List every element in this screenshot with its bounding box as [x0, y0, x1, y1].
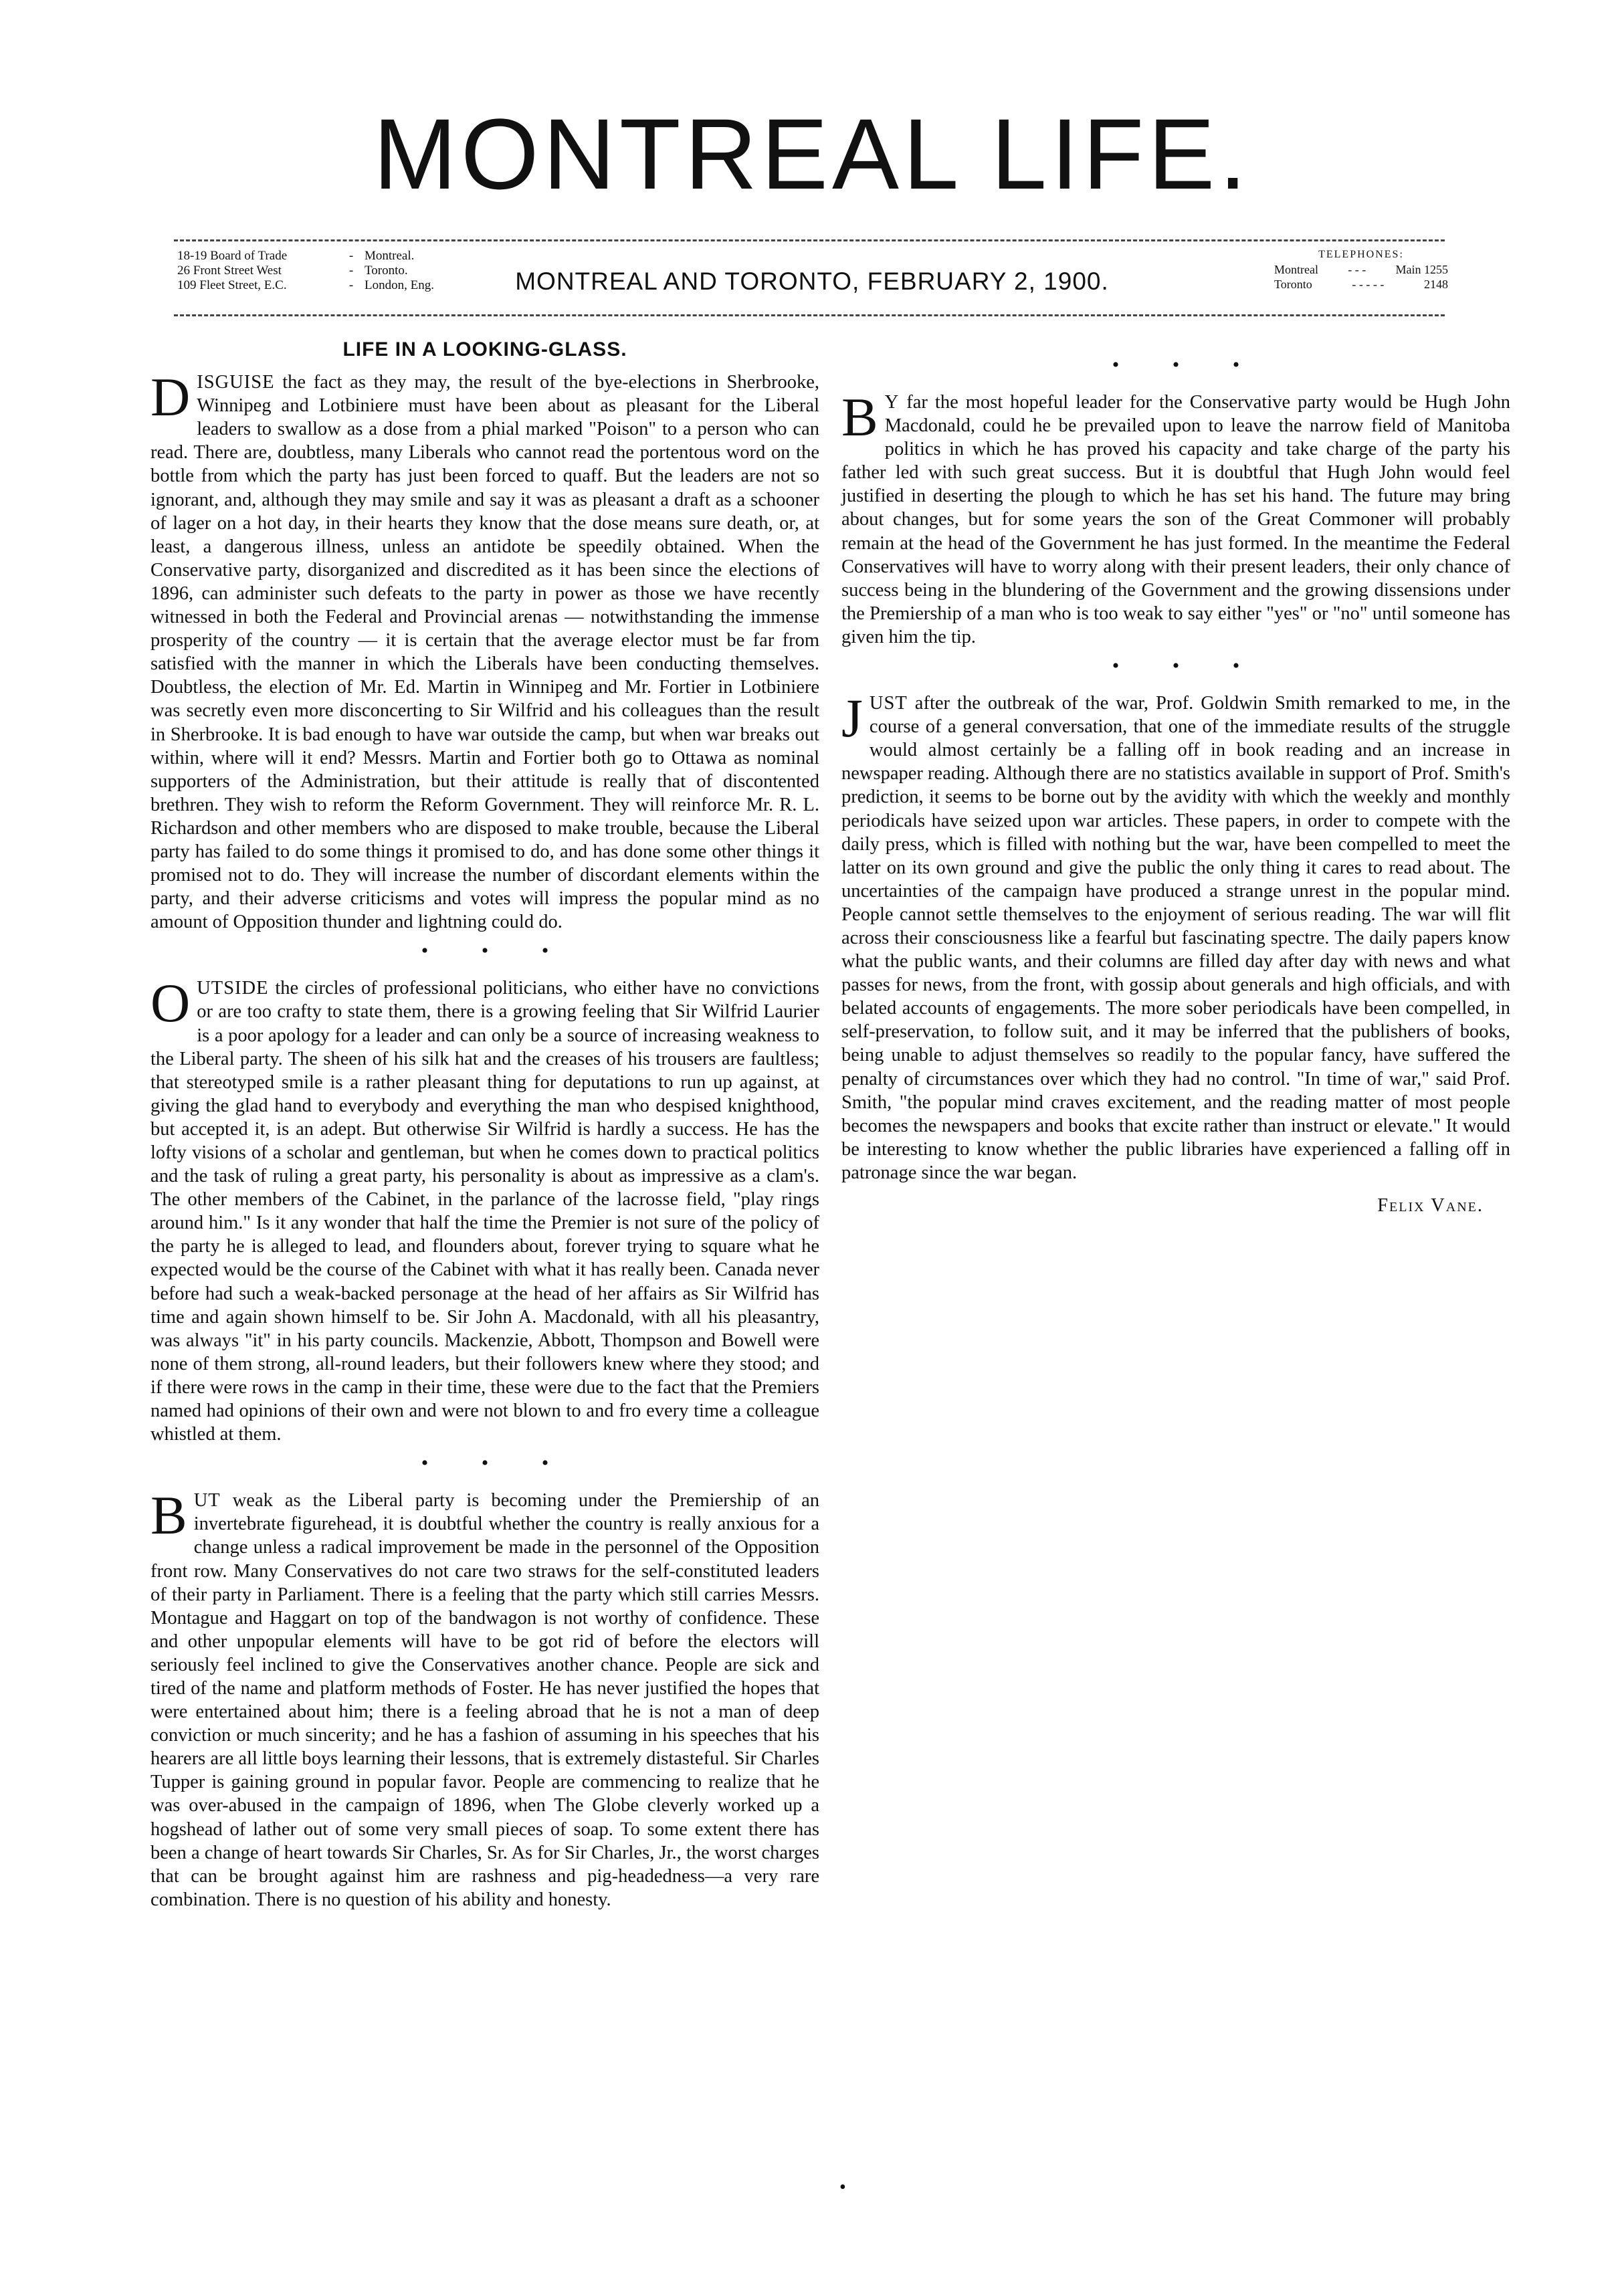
address-city: Toronto. [365, 264, 408, 278]
article-column-right [841, 348, 1510, 1217]
telephone-dots: - - - - - [1352, 278, 1385, 291]
telephone-city: Toronto [1274, 278, 1312, 291]
address-city: Montreal. [365, 249, 415, 263]
paragraph-text: far the most hopeful leader for the Conservative party would be Hugh John Macdonald, could he be prevailed upon to leave the narrow field of Manitoba politics in which he has proved his capacity and take charge of the party his father led with such great success. But it is doubtful that Hugh John would feel justified in deserting the plough to which he has set his hand. The future may bring about changes, but for some years the son of the Great Commoner will probably remain at the head of the Government he has just formed. In the meantime the Federal Conservatives will have to worry along with their present leaders, their only chance of success being in the blundering of the Government and the growing dissensions under the Premiership of a man who is too weak to say either "yes" or "no" until someone has given him the tip. [841, 392, 1510, 647]
drop-cap: D [150, 367, 191, 428]
telephones-label: TELEPHONES: [1318, 249, 1404, 260]
section-separator: • • • [421, 940, 573, 962]
telephone-row [1274, 277, 1448, 292]
telephone-dots: - - - [1348, 263, 1366, 276]
author-signature: Felix Vane. [1377, 1195, 1484, 1216]
lead-word: Y [884, 392, 900, 413]
paragraph-text: the fact as they may, the result of the bye-elections in Sherbrooke, Winnipeg and Lotbiniere must have been about as pleasant for the Liberal leaders to swallow as a dose from a phial marked "Poison" to a person who can read. There are, doubtless, many Liberals who cannot read the portentous word on the bottle from which the party has just been forced to quaff. But the leaders are not so ignorant, and, although they may smile and say it was as pleasant a draft as a schooner of lager on a hot day, in their hearts they know that the dose means sure death, or, at least, a dangerous illness, unless an antidote be speedily obtained. When the Conservative party, disorganized and discredited as it has been since the elections of 1896, can administer such defeats to the party in power as those we have recently witnessed in both the Federal and Provincial arenas — notwithstanding the immense prosperity of the country — it is certain that the average elector must be far from satisfied with the manner in which the Liberals have been conducting themselves. Doubtless, the election of Mr. Ed. Martin in Winnipeg and Mr. Fortier in Lotbiniere was secretly even more disconcerting to Sir Wilfrid and his colleagues than the result in Sherbrooke. It is bad enough to have war outside the camp, but when war breaks out within, where will it end? Messrs. Martin and Fortier both go to Ottawa as nominal supporters of the Administration, but their attitude is really that of discontented brethren. They wish to reform the Reform Government. They will reinforce Mr. R. L. Richardson and other members who are disposed to make trouble, because the Liberal party has failed to do some things it promised to do, and has done some other things it promised not to do. They will increase the number of discordant elements within the party, and their adverse criticisms and votes will impress the popular mind as no amount of Opposition thunder and lightning could do. [150, 372, 819, 933]
header-top-rule [174, 239, 1445, 241]
address-place: 26 Front Street West [177, 264, 282, 278]
telephone-number: 2148 [1424, 278, 1448, 291]
article-paragraph [841, 387, 1510, 649]
lead-word: ISGUISE [197, 372, 275, 393]
lead-word: UT [193, 1490, 221, 1511]
paragraph-text: after the outbreak of the war, Prof. Goldwin Smith remarked to me, in the course of a general conversation, that one of the immediate results of the struggle would almost certainly be a falling off in book reading and an increase in newspaper reading. Although there are no statistics available in support of Prof. Smith's prediction, it seems to be borne out by the avidity with which the weekly and monthly periodicals have seized upon war articles. These papers, in order to compete with the daily press, which is filled with nothing but the war, have been compelled to meet the latter on its own ground and give the public the only thing it cares to read about. The uncertainties of the campaign have produced a strange unrest in the popular mind. People cannot settle themselves to the enjoyment of serious reading. The war will flit across their consciousness like a fearful but fascinating spectre. The daily papers know what the public wants, and their columns are filled day after day with news and what passes for news, from the front, with gossip about generals and high officials, and with belated accounts of engagements. The more sober periodicals have been compelled, in self-preservation, to follow suit, and it may be inferred that the publishers of books, being unable to adjust themselves so readily to the popular fancy, have suffered the penalty of circumstances over which they had no control. "In time of war," said Prof. Smith, "the popular mind craves excitement, and the reading matter of most people becomes the newspapers and books that excite rather than instruct or elevate." It would be interesting to know whether the public libraries have experienced a falling off in patronage since the war began. [841, 693, 1510, 1183]
drop-cap: O [150, 972, 191, 1034]
article-column-left [150, 338, 819, 1911]
paragraph-text: the circles of professional politicians, who either have no convictions or are too crafty to state them, there is a growing feeling that Sir Wilfrid Laurier is a poor apology for a leader and can only be a source of increasing weakness to the Liberal party. The sheen of his silk hat and the creases of his trousers are faultless; that stereotyped smile is a rather pleasant thing for deputations to run up against, at giving the glad hand to everybody and everything the man who despised knighthood, but accepted it, is an adept. But otherwise Sir Wilfrid is hardly a success. He has the lofty visions of a scholar and gentleman, but when he comes down to practical politics and the task of ruling a great party, his personality is about as impressive as a clam's. The other members of the Cabinet, in the parlance of the lacrosse field, "play rings around him." Is it any wonder that half the time the Premier is not sure of the policy of the party he is alleged to lead, and flounders about, forever trying to square what he expected would be the course of the Cabinet with what it has really been. Canada never before had such a weak-backed personage at the head of her affairs as Sir Wilfrid has time and again shown himself to be. Sir John A. Macdonald, with all his pleasantry, was always "it" in his party councils. Mackenzie, Abbott, Thompson and Bowell were none of them strong, all-round leaders, but their followers knew where they stood; and if there were rows in the camp in their time, these were due to the fact that the Premiers named had opinions of their own and were not blown to and fro every time a colleague whistled at them. [150, 978, 819, 1445]
article-paragraph [150, 1485, 819, 1911]
article-paragraph [150, 367, 819, 934]
address-place: 109 Fleet Street, E.C. [177, 278, 287, 292]
lead-word: UST [869, 693, 908, 714]
telephone-block [1274, 247, 1448, 292]
address-dash: - [348, 264, 354, 278]
telephone-city: Montreal [1274, 263, 1318, 276]
telephone-number: Main 1255 [1395, 263, 1448, 276]
telephone-row [1274, 262, 1448, 277]
drop-cap: B [150, 1485, 187, 1546]
lead-word: UTSIDE [197, 978, 269, 999]
address-city: London, Eng. [365, 278, 434, 292]
address-row [177, 249, 465, 264]
section-separator: • • • [1112, 354, 1264, 376]
address-dash: - [348, 249, 354, 263]
drop-cap: B [841, 387, 878, 447]
dateline: MONTREAL AND TORONTO, FEBRUARY 2, 1900. [515, 268, 1109, 295]
article-headline: LIFE IN A LOOKING-GLASS. [342, 338, 627, 360]
drop-cap: J [841, 688, 863, 749]
footer-mark: • [839, 2177, 846, 2198]
article-paragraph [841, 688, 1510, 1184]
section-separator: • • • [1112, 655, 1264, 677]
paragraph-text: weak as the Liberal party is becoming under the Premiership of an invertebrate figurehead, it is doubtful whether the country is really anxious for a change unless a radical improvement be made in the personnel of the Opposition front row. Many Conservatives do not care two straws for the self-constituted leaders of their party in Parliament. There is a feeling that the party which still carries Messrs. Montague and Haggart on top of the bandwagon is not worthy of confidence. These and other unpopular elements will have to be got rid of before the electors will seriously feel inclined to give the Conservatives another chance. People are sick and tired of the name and platform methods of Foster. He has never justified the hopes that were entertained about him; there is a feeling abroad that he is not a man of deep conviction or much sincerity; and he has a fashion of assuming in his speeches that his hearers are all little boys learning their lessons, that is extremely distasteful. Sir Charles Tupper is gaining ground in popular favor. People are commencing to realize that he was over-abused in the campaign of 1896, when The Globe cleverly worked up a hogshead of lather out of some very small pieces of soap. To some extent there has been a change of heart towards Sir Charles, Sr. As for Sir Charles, Jr., the worst charges that can be brought against him are rashness and pig-headedness—a very rare combination. There is no question of his ability and honesty. [150, 1490, 819, 1910]
address-dash: - [348, 278, 354, 292]
section-separator: • • • [421, 1452, 573, 1475]
header-bottom-rule [174, 314, 1445, 316]
address-place: 18-19 Board of Trade [177, 249, 288, 263]
article-paragraph [150, 972, 819, 1446]
masthead-title: MONTREAL LIFE. [373, 98, 1251, 210]
